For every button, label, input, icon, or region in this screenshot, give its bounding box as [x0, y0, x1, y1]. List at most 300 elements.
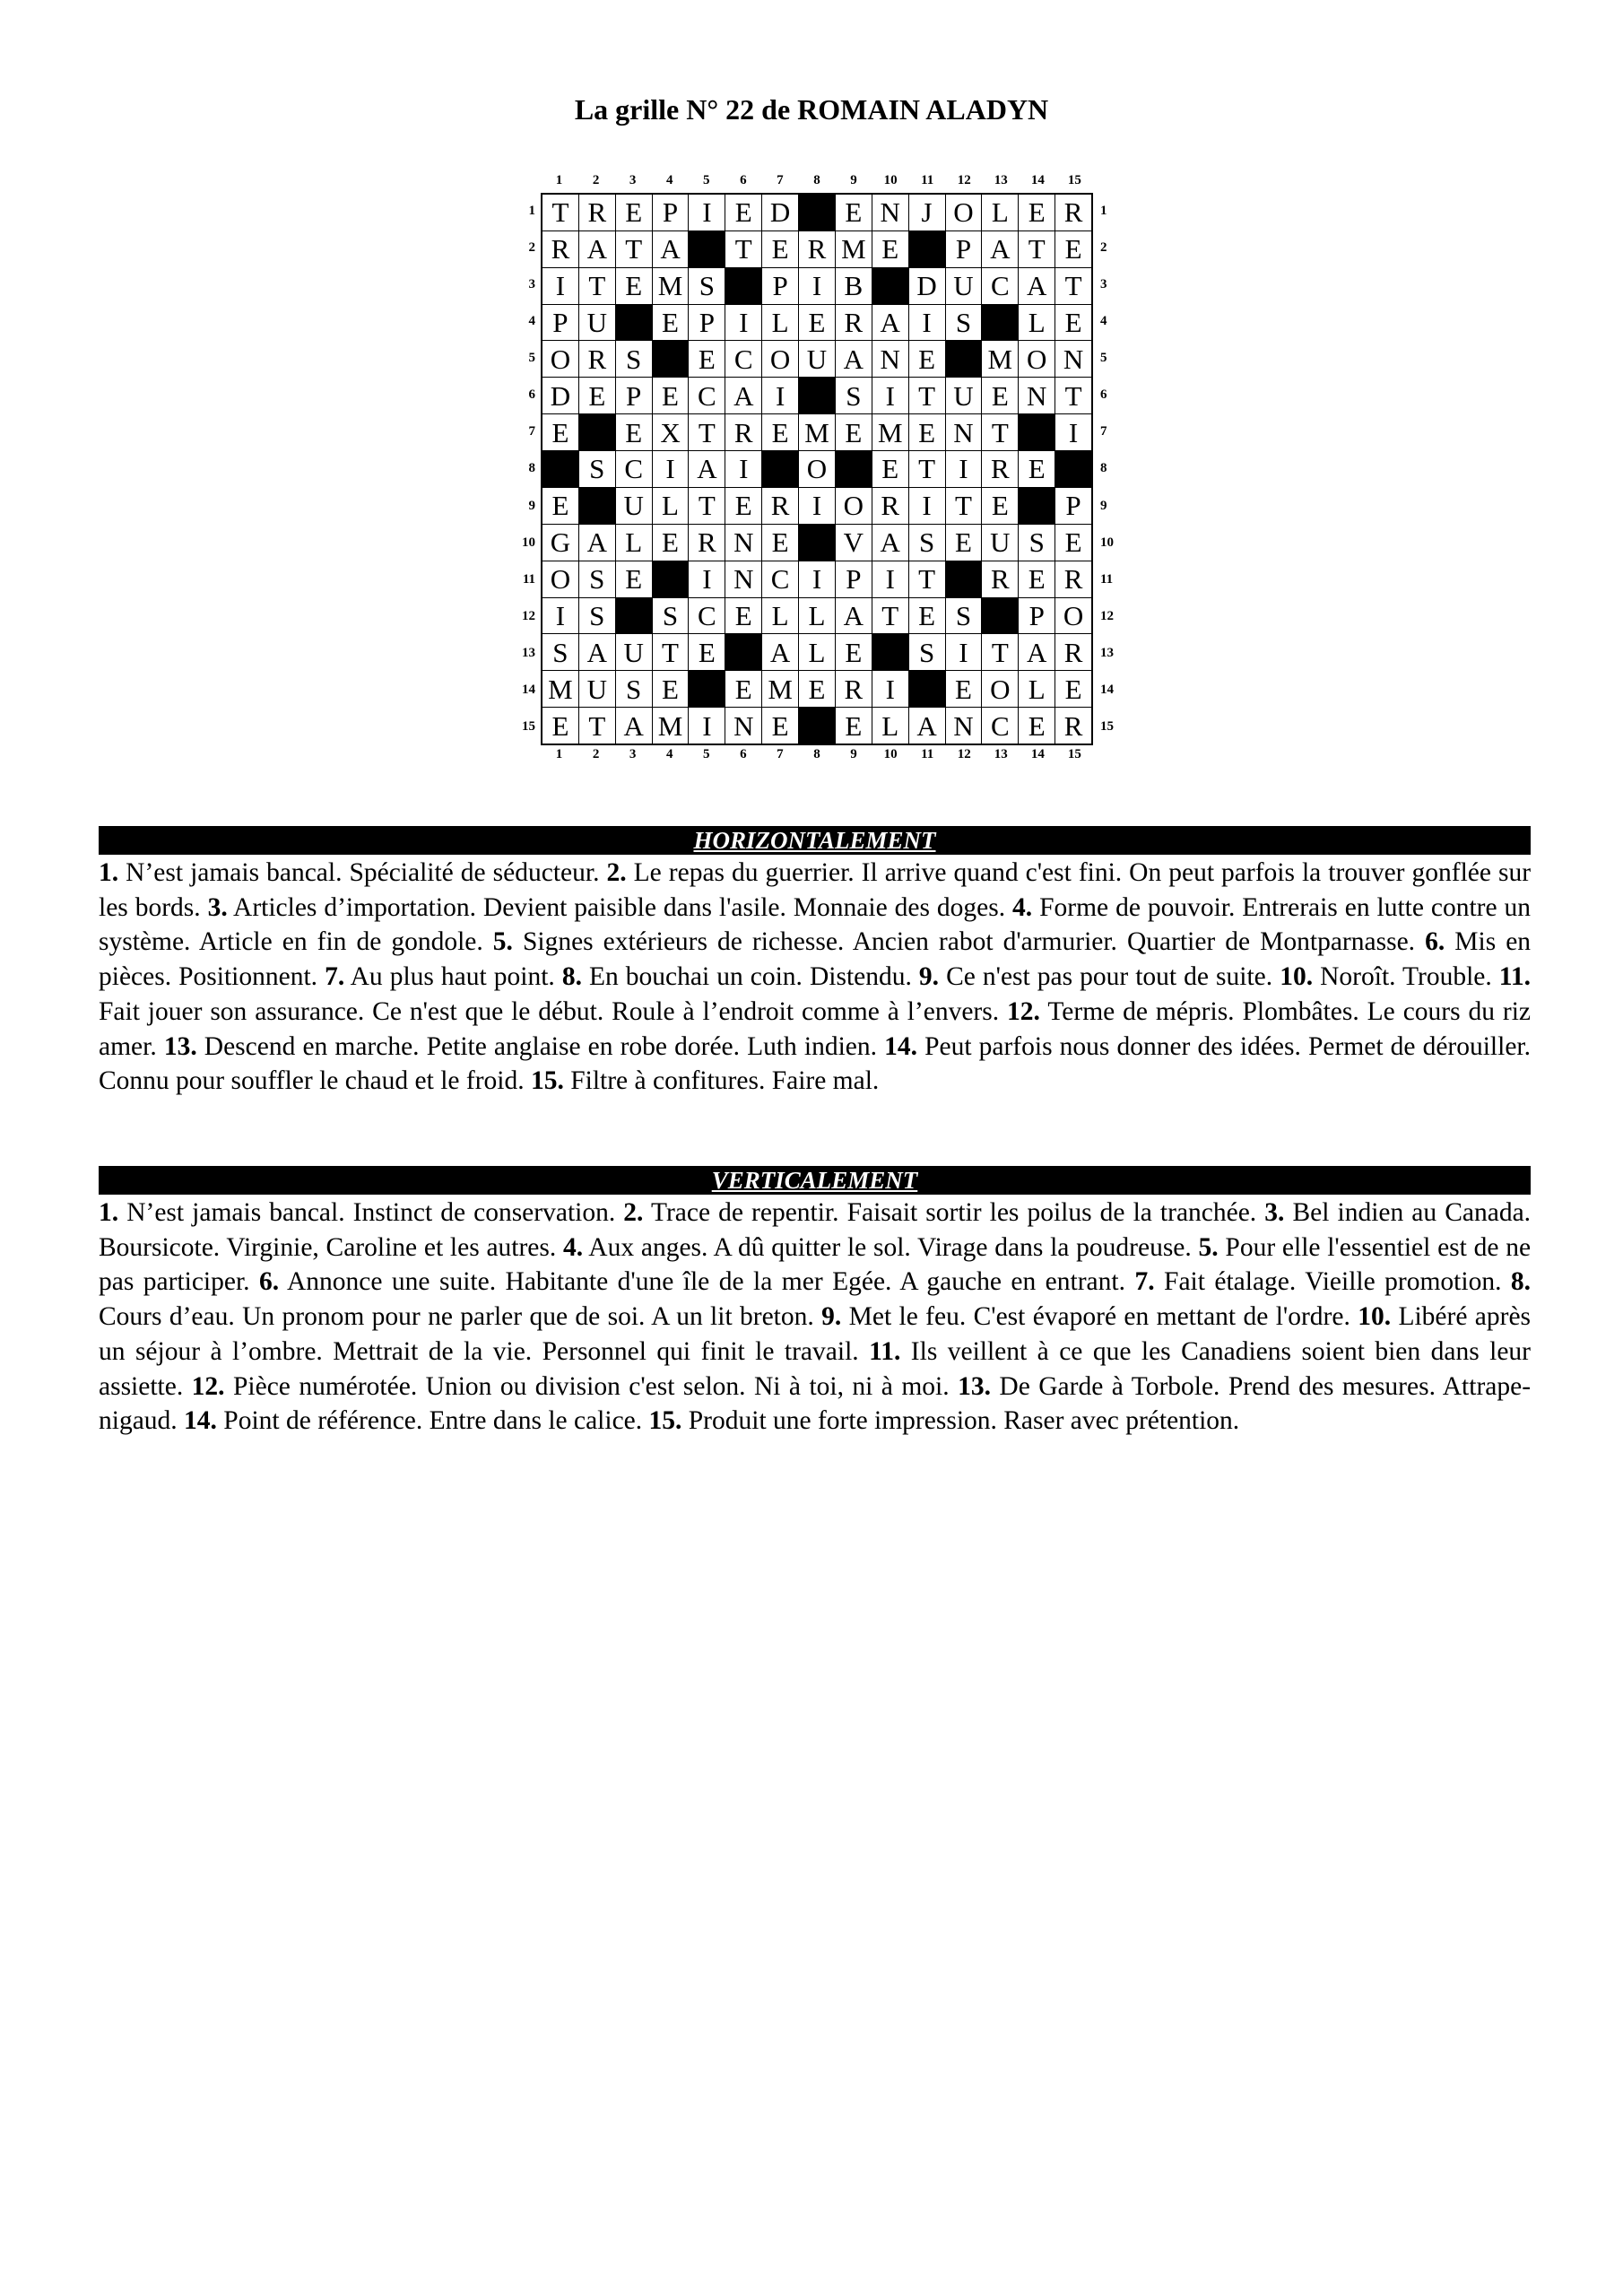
- letter-cell: O: [946, 195, 982, 230]
- letter-cell: R: [725, 414, 761, 450]
- clue-text: Libéré après un séjour à l’ombre. Mettrait de la vie. Personnel qui finit le travail.: [99, 1302, 1532, 1366]
- row-label: 2: [528, 240, 535, 256]
- clue-text: Met le feu. C'est évaporé en mettant de l'ordre.: [848, 1302, 1350, 1332]
- horizontal-heading: HORIZONTALEMENT: [99, 826, 1531, 855]
- row-label: 10: [1100, 535, 1114, 550]
- letter-cell: A: [982, 231, 1018, 267]
- letter-cell: T: [542, 195, 578, 230]
- row-label: 8: [1100, 461, 1107, 476]
- row-label: 1: [528, 204, 535, 218]
- letter-cell: M: [542, 671, 578, 707]
- letter-cell: E: [799, 305, 835, 341]
- letter-cell: I: [689, 195, 725, 230]
- clue-number: 15.: [648, 1406, 682, 1436]
- letter-cell: E: [542, 414, 578, 450]
- black-cell: [799, 195, 835, 230]
- clue-number: 12.: [191, 1371, 225, 1401]
- clue-text: Filtre à confitures. Faire mal.: [570, 1066, 880, 1096]
- vertical-heading: VERTICALEMENT: [99, 1166, 1531, 1195]
- letter-cell: A: [579, 525, 615, 561]
- clue-text: Noroît. Trouble.: [1320, 962, 1492, 992]
- col-label: 4: [665, 173, 673, 187]
- letter-cell: T: [689, 414, 725, 450]
- clue-number: 3.: [207, 892, 228, 922]
- black-cell: [946, 341, 982, 377]
- row-label: 6: [1100, 387, 1107, 403]
- letter-cell: E: [1019, 708, 1055, 744]
- clue-text: Pour elle l'essentiel est de ne pas participer.: [99, 1232, 1532, 1297]
- clue-text: Fait étalage. Vieille promotion.: [1164, 1267, 1502, 1297]
- clue-number: 12.: [1007, 996, 1040, 1026]
- letter-cell: U: [982, 525, 1018, 561]
- letter-cell: E: [725, 598, 761, 634]
- row-label: 12: [1100, 608, 1114, 623]
- letter-cell: U: [579, 305, 615, 341]
- letter-cell: P: [762, 268, 798, 304]
- letter-cell: S: [946, 305, 982, 341]
- letter-cell: R: [799, 231, 835, 267]
- black-cell: [982, 305, 1018, 341]
- letter-cell: I: [872, 561, 908, 597]
- clue-number: 15.: [530, 1066, 564, 1096]
- letter-cell: I: [799, 268, 835, 304]
- clue-text: Annonce une suite. Habitante d'une île de la mer Egée. A gauche en entrant.: [286, 1267, 1125, 1297]
- letter-cell: O: [1055, 598, 1091, 634]
- clue-number: 2.: [606, 858, 627, 887]
- letter-cell: E: [762, 231, 798, 267]
- letter-cell: M: [653, 268, 689, 304]
- letter-cell: I: [1055, 414, 1091, 450]
- black-cell: [1019, 414, 1055, 450]
- letter-cell: E: [725, 671, 761, 707]
- letter-cell: S: [1019, 525, 1055, 561]
- row-label: 3: [528, 277, 535, 292]
- letter-cell: T: [872, 598, 908, 634]
- letter-cell: I: [799, 488, 835, 524]
- letter-cell: A: [653, 231, 689, 267]
- clue-number: 11.: [1498, 962, 1532, 992]
- letter-cell: I: [799, 561, 835, 597]
- letter-cell: E: [836, 414, 872, 450]
- black-cell: [982, 598, 1018, 634]
- clue-text: Terme de mépris. Plombâtes. Le cours du riz amer.: [99, 996, 1532, 1061]
- clue-text: De Garde à Torbole. Prend des mesures. Attrape-nigaud.: [99, 1371, 1532, 1436]
- letter-cell: I: [909, 305, 945, 341]
- letter-cell: M: [762, 671, 798, 707]
- letter-cell: S: [946, 598, 982, 634]
- letter-cell: C: [689, 598, 725, 634]
- col-label: 14: [1030, 747, 1045, 761]
- letter-cell: I: [653, 451, 689, 487]
- black-cell: [653, 561, 689, 597]
- clue-text: En bouchai un coin. Distendu.: [588, 962, 912, 992]
- clue-number: 3.: [1264, 1198, 1285, 1227]
- letter-cell: E: [542, 708, 578, 744]
- letter-cell: R: [1055, 561, 1091, 597]
- letter-cell: A: [1019, 268, 1055, 304]
- clue-number: 14.: [884, 1031, 917, 1061]
- row-label: 7: [528, 424, 535, 439]
- letter-cell: E: [1019, 451, 1055, 487]
- letter-cell: D: [909, 268, 945, 304]
- clue-text: Mis en pièces. Positionnent.: [99, 927, 1532, 992]
- black-cell: [836, 451, 872, 487]
- letter-cell: R: [579, 341, 615, 377]
- col-label: 15: [1067, 173, 1081, 187]
- clue-text: Peut parfois nous donner des idées. Permet de dérouiller. Connu pour souffler le chaud et le froid.: [99, 1031, 1531, 1096]
- letter-cell: E: [1055, 231, 1091, 267]
- letter-cell: E: [762, 525, 798, 561]
- letter-cell: M: [872, 414, 908, 450]
- col-label: 1: [555, 747, 563, 761]
- letter-cell: E: [836, 634, 872, 670]
- letter-cell: E: [836, 195, 872, 230]
- clue-number: 4.: [563, 1232, 584, 1262]
- clue-number: 11.: [869, 1336, 901, 1366]
- letter-cell: A: [689, 451, 725, 487]
- black-cell: [909, 671, 945, 707]
- clue-text: Produit une forte impression. Raser avec prétention.: [688, 1406, 1240, 1436]
- clue-text: Fait jouer son assurance. Ce n'est que le début. Roule à l’endroit comme à l’envers.: [99, 996, 1000, 1026]
- letter-cell: S: [616, 671, 652, 707]
- letter-cell: L: [1019, 305, 1055, 341]
- clue-number: 14.: [184, 1406, 217, 1436]
- letter-cell: I: [872, 671, 908, 707]
- letter-cell: N: [872, 195, 908, 230]
- clue-number: 7.: [325, 962, 345, 992]
- black-cell: [1055, 451, 1091, 487]
- col-label: 5: [703, 173, 710, 187]
- black-cell: [799, 378, 835, 413]
- column-numbers-top: [541, 171, 1093, 189]
- row-label: 6: [528, 387, 535, 403]
- black-cell: [946, 561, 982, 597]
- col-label: 8: [813, 747, 820, 761]
- letter-cell: R: [982, 451, 1018, 487]
- letter-cell: T: [909, 378, 945, 413]
- letter-cell: T: [946, 488, 982, 524]
- letter-cell: C: [725, 341, 761, 377]
- row-label: 15: [1100, 718, 1114, 734]
- col-label: 4: [665, 747, 673, 761]
- letter-cell: I: [542, 598, 578, 634]
- letter-cell: A: [872, 305, 908, 341]
- clue-number: 6.: [259, 1267, 280, 1297]
- letter-cell: R: [579, 195, 615, 230]
- letter-cell: S: [579, 598, 615, 634]
- letter-cell: C: [982, 268, 1018, 304]
- row-label: 13: [522, 645, 535, 660]
- clue-number: 10.: [1280, 962, 1314, 992]
- letter-cell: A: [1019, 634, 1055, 670]
- letter-cell: I: [909, 488, 945, 524]
- clue-number: 13.: [163, 1031, 197, 1061]
- row-label: 9: [1100, 498, 1107, 513]
- clue-text: Descend en marche. Petite anglaise en robe dorée. Luth indien.: [204, 1031, 878, 1061]
- clue-text: Cours d’eau. Un pronom pour ne parler que de soi. A un lit breton.: [99, 1302, 814, 1332]
- letter-cell: A: [909, 708, 945, 744]
- letter-cell: J: [909, 195, 945, 230]
- row-label: 7: [1100, 424, 1107, 439]
- letter-cell: A: [872, 525, 908, 561]
- clue-number: 8.: [561, 962, 582, 992]
- letter-cell: O: [1019, 341, 1055, 377]
- clue-number: 7.: [1134, 1267, 1155, 1297]
- letter-cell: O: [542, 561, 578, 597]
- letter-cell: P: [836, 561, 872, 597]
- black-cell: [872, 268, 908, 304]
- clue-text: N’est jamais bancal. Spécialité de séducteur.: [126, 858, 600, 887]
- page-title: La grille N° 22 de ROMAIN ALADYN: [574, 93, 1049, 126]
- letter-cell: E: [616, 195, 652, 230]
- black-cell: [799, 525, 835, 561]
- letter-cell: G: [542, 525, 578, 561]
- letter-cell: A: [579, 634, 615, 670]
- letter-cell: O: [542, 341, 578, 377]
- letter-cell: U: [946, 378, 982, 413]
- row-label: 14: [1100, 682, 1114, 697]
- clue-number: 4.: [1012, 892, 1033, 922]
- letter-cell: S: [616, 341, 652, 377]
- letter-cell: I: [542, 268, 578, 304]
- letter-cell: R: [689, 525, 725, 561]
- letter-cell: L: [616, 525, 652, 561]
- row-label: 12: [522, 608, 535, 623]
- black-cell: [616, 598, 652, 634]
- letter-cell: S: [909, 525, 945, 561]
- letter-cell: P: [653, 195, 689, 230]
- col-label: 3: [629, 747, 637, 761]
- col-label: 12: [957, 747, 971, 761]
- black-cell: [542, 451, 578, 487]
- clue-text: Ce n'est pas pour tout de suite.: [946, 962, 1273, 992]
- row-label: 4: [528, 314, 535, 329]
- letter-cell: T: [579, 268, 615, 304]
- letter-cell: M: [836, 231, 872, 267]
- clue-text: Trace de repentir. Faisait sortir les poilus de la tranchée.: [650, 1198, 1257, 1227]
- letter-cell: I: [762, 378, 798, 413]
- letter-cell: S: [579, 561, 615, 597]
- letter-cell: T: [725, 231, 761, 267]
- letter-cell: C: [616, 451, 652, 487]
- letter-cell: O: [836, 488, 872, 524]
- letter-cell: T: [1055, 268, 1091, 304]
- letter-cell: P: [1019, 598, 1055, 634]
- col-label: 11: [921, 173, 934, 187]
- letter-cell: E: [616, 268, 652, 304]
- letter-cell: V: [836, 525, 872, 561]
- col-label: 9: [850, 173, 857, 187]
- col-label: 6: [740, 747, 747, 761]
- letter-cell: U: [799, 341, 835, 377]
- col-label: 11: [921, 747, 934, 761]
- letter-cell: S: [689, 268, 725, 304]
- letter-cell: C: [982, 708, 1018, 744]
- letter-cell: O: [799, 451, 835, 487]
- letter-cell: R: [982, 561, 1018, 597]
- letter-cell: T: [689, 488, 725, 524]
- black-cell: [1019, 488, 1055, 524]
- black-cell: [725, 268, 761, 304]
- letter-cell: E: [653, 671, 689, 707]
- letter-cell: E: [982, 378, 1018, 413]
- letter-cell: E: [1055, 671, 1091, 707]
- letter-cell: N: [946, 414, 982, 450]
- letter-cell: E: [616, 414, 652, 450]
- letter-cell: D: [542, 378, 578, 413]
- clue-number: 9.: [821, 1302, 842, 1332]
- clue-number: 5.: [1198, 1232, 1219, 1262]
- letter-cell: R: [1055, 708, 1091, 744]
- black-cell: [799, 708, 835, 744]
- clue-text: Forme de pouvoir. Entrerais en lutte contre un système. Article en fin de gondole.: [99, 892, 1532, 957]
- col-label: 1: [555, 173, 563, 187]
- letter-cell: S: [542, 634, 578, 670]
- black-cell: [616, 305, 652, 341]
- letter-cell: E: [946, 671, 982, 707]
- letter-cell: I: [946, 634, 982, 670]
- col-label: 13: [994, 173, 1008, 187]
- letter-cell: M: [982, 341, 1018, 377]
- letter-cell: E: [946, 525, 982, 561]
- letter-cell: T: [1019, 231, 1055, 267]
- letter-cell: I: [725, 451, 761, 487]
- row-label: 14: [522, 682, 535, 697]
- black-cell: [872, 634, 908, 670]
- row-numbers-left: [508, 193, 535, 745]
- letter-cell: L: [799, 634, 835, 670]
- letter-cell: E: [579, 378, 615, 413]
- clue-number: 8.: [1510, 1267, 1532, 1297]
- col-label: 2: [592, 747, 600, 761]
- letter-cell: C: [762, 561, 798, 597]
- black-cell: [579, 414, 615, 450]
- letter-cell: I: [872, 378, 908, 413]
- letter-cell: A: [836, 598, 872, 634]
- vertical-clues: [99, 1196, 1531, 1439]
- letter-cell: T: [579, 708, 615, 744]
- clue-text: Point de référence. Entre dans le calice.: [223, 1406, 643, 1436]
- col-label: 12: [957, 173, 971, 187]
- letter-cell: E: [689, 341, 725, 377]
- letter-cell: R: [1055, 195, 1091, 230]
- letter-cell: O: [982, 671, 1018, 707]
- col-label: 10: [883, 747, 898, 761]
- letter-cell: E: [1055, 525, 1091, 561]
- letter-cell: P: [542, 305, 578, 341]
- row-label: 13: [1100, 645, 1114, 660]
- letter-cell: T: [982, 634, 1018, 670]
- letter-cell: E: [1019, 195, 1055, 230]
- col-label: 8: [813, 173, 820, 187]
- clue-number: 9.: [918, 962, 940, 992]
- letter-cell: L: [982, 195, 1018, 230]
- letter-cell: A: [836, 341, 872, 377]
- row-numbers-right: [1100, 193, 1127, 745]
- letter-cell: E: [653, 305, 689, 341]
- clue-number: 5.: [492, 927, 513, 957]
- letter-cell: N: [725, 525, 761, 561]
- black-cell: [762, 451, 798, 487]
- clue-text: Le repas du guerrier. Il arrive quand c'est fini. On peut parfois la trouver gonflée sur les bords.: [99, 858, 1532, 922]
- row-label: 9: [528, 498, 535, 513]
- black-cell: [909, 231, 945, 267]
- letter-cell: E: [1055, 305, 1091, 341]
- letter-cell: T: [909, 561, 945, 597]
- clue-number: 13.: [958, 1371, 991, 1401]
- letter-cell: T: [653, 634, 689, 670]
- letter-cell: R: [836, 671, 872, 707]
- letter-cell: N: [1055, 341, 1091, 377]
- letter-cell: I: [725, 305, 761, 341]
- letter-cell: U: [579, 671, 615, 707]
- letter-cell: L: [872, 708, 908, 744]
- letter-cell: R: [762, 488, 798, 524]
- letter-cell: L: [762, 305, 798, 341]
- black-cell: [689, 231, 725, 267]
- row-label: 4: [1100, 314, 1107, 329]
- letter-cell: R: [1055, 634, 1091, 670]
- letter-cell: S: [653, 598, 689, 634]
- clue-text: Signes extérieurs de richesse. Ancien rabot d'armurier. Quartier de Montparnasse.: [522, 927, 1416, 957]
- letter-cell: E: [909, 598, 945, 634]
- letter-cell: U: [616, 488, 652, 524]
- letter-cell: X: [653, 414, 689, 450]
- row-label: 3: [1100, 277, 1107, 292]
- letter-cell: E: [762, 414, 798, 450]
- letter-cell: S: [579, 451, 615, 487]
- letter-cell: T: [909, 451, 945, 487]
- clue-text: N’est jamais bancal. Instinct de conservation.: [126, 1198, 616, 1227]
- col-label: 10: [883, 173, 898, 187]
- row-label: 8: [528, 461, 535, 476]
- col-label: 3: [629, 173, 637, 187]
- clue-text: Au plus haut point.: [350, 962, 555, 992]
- crossword-grid: [541, 193, 1093, 745]
- letter-cell: S: [836, 378, 872, 413]
- row-label: 5: [528, 351, 535, 366]
- letter-cell: P: [1055, 488, 1091, 524]
- letter-cell: N: [872, 341, 908, 377]
- letter-cell: L: [1019, 671, 1055, 707]
- letter-cell: I: [689, 708, 725, 744]
- letter-cell: C: [689, 378, 725, 413]
- letter-cell: E: [653, 378, 689, 413]
- row-label: 10: [522, 535, 535, 550]
- col-label: 14: [1030, 173, 1045, 187]
- letter-cell: E: [616, 561, 652, 597]
- letter-cell: P: [616, 378, 652, 413]
- letter-cell: E: [872, 451, 908, 487]
- black-cell: [725, 634, 761, 670]
- row-label: 15: [522, 718, 535, 734]
- letter-cell: T: [982, 414, 1018, 450]
- clue-number: 6.: [1425, 927, 1445, 957]
- letter-cell: R: [836, 305, 872, 341]
- clue-number: 2.: [623, 1198, 644, 1227]
- col-label: 7: [777, 747, 784, 761]
- letter-cell: B: [836, 268, 872, 304]
- row-label: 5: [1100, 351, 1107, 366]
- row-label: 1: [1100, 204, 1107, 218]
- letter-cell: E: [836, 708, 872, 744]
- clue-text: Aux anges. A dû quitter le sol. Virage dans la poudreuse.: [588, 1232, 1192, 1262]
- letter-cell: T: [616, 231, 652, 267]
- letter-cell: A: [616, 708, 652, 744]
- clue-text: Ils veillent à ce que les Canadiens soient bien dans leur assiette.: [99, 1336, 1531, 1401]
- clue-text: Bel indien au Canada. Boursicote. Virginie, Caroline et les autres.: [99, 1198, 1532, 1262]
- col-label: 2: [592, 173, 600, 187]
